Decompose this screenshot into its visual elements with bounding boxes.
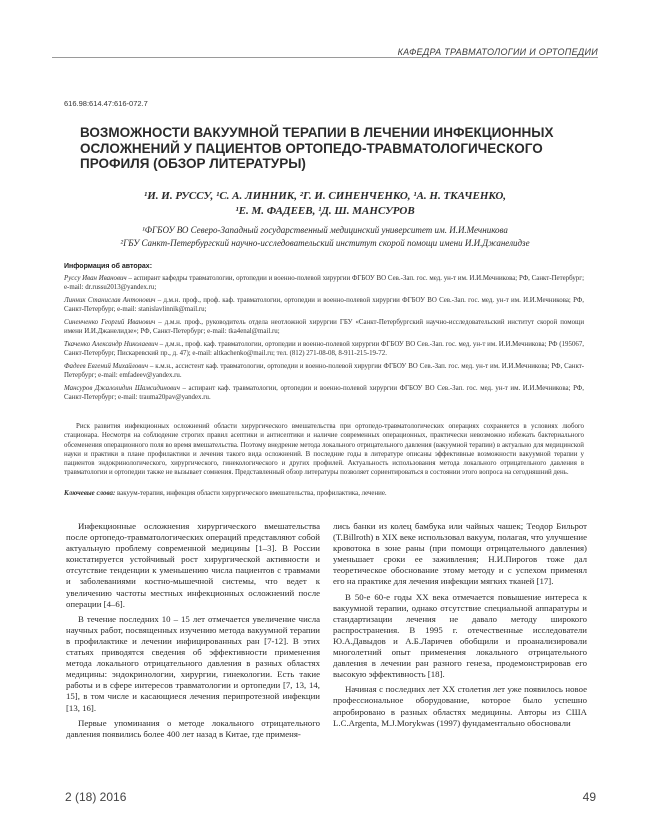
author-info-entry xyxy=(64,274,584,293)
author-info-entry xyxy=(64,318,584,337)
keywords-text: вакуум-терапия, инфекция области хирургического вмешательства, профилактика, лечение. xyxy=(115,490,387,497)
body-paragraph: В течение последних 10 – 15 лет отмечается увеличение числа научных работ, посвященных изучению метода вакуумной терапии в профилактике и лечении инфицированных ран [7-12]. В этих статьях приводятся сведения об эффективности применения метода локального отрицательного давления в разных областях медицины: эндокринологии, хирургии, гинекологии. Есть такие работы и в сфере интересов травматологии и ортопедии [7, 13, 14, 15], в том числе и касающиеся лечения перипротезной инфекции [13, 16]. xyxy=(66,613,320,713)
author-info-heading: Информация об авторах: xyxy=(64,263,153,270)
author-info-entry xyxy=(64,362,584,381)
abstract: Риск развития инфекционных осложнений области хирургического вмешательства при ортопедо-травматологических операциях сохраняется в условиях любого стационара. Несмотря на соблюдение строгих правил асептики и антисептики и наличие современных операционных, практически невозможно избежать бактериального обсеменения операционного поля во время вмешательства. Поэтому внедрение метода локального отрицательного давления (вакуумной терапии) в актуально для медицинской науки и практики в плане профилактики и лечения такого вида осложнений. В последние годы в литературе описаны эффективные возможности вакуумной терапии у пациентов эндокринологического, хирургического, гинекологического и других профилей. Актуальность использования метода локального отрицательного давления в травматологии и ортопедии также не вызывает сомнения. Представленный обзор литературы позволяет сориентироваться в состоянии этого вопроса на сегодняшний день. xyxy=(64,423,584,477)
author-details: – д.м.н. проф., руководитель отдела неотложной хирургии ГБУ «Санкт-Петербургский научно-исследовательский институт скорой помощи имени И.И.Джанелидзе»; РФ, Санкт-Петербург; e-mail: tka4enal@mail.ru; xyxy=(64,318,585,335)
author-info-entry xyxy=(64,384,584,403)
author-name: Ткаченко Александр Николаевич xyxy=(64,340,158,348)
title-line: ВОЗМОЖНОСТИ ВАКУУМНОЙ ТЕРАПИИ В ЛЕЧЕНИИ ИНФЕКЦИОННЫХ xyxy=(80,125,554,140)
running-header xyxy=(0,45,650,59)
author-name: Линник Станислав Антонович xyxy=(64,296,156,304)
title-line: ПРОФИЛЯ (ОБЗОР ЛИТЕРАТУРЫ) xyxy=(80,156,306,171)
udc-code: 616.98:614.47:616-072.7 xyxy=(64,99,148,108)
author-details: – д.м.н. проф., проф. каф. травматологии, ортопедии и военно-полевой хирургии ФГБОУ ВО Сев.-Зап. гос. мед. ун-т им. И.И.Мечникова; РФ, Санкт-Петербург, e-mail: stanislavlinnik@mail.ru; xyxy=(64,296,584,313)
keywords-label: Ключевые слова: xyxy=(64,490,116,497)
author-name: Фадеев Евгений Михайлович xyxy=(64,362,148,370)
affiliations xyxy=(0,224,650,250)
department-label: КАФЕДРА ТРАВМАТОЛОГИИ И ОРТОПЕДИИ xyxy=(394,47,598,57)
body-column-right xyxy=(333,521,587,733)
author-info xyxy=(64,262,584,406)
author-name: Мансуров Джалолидин Шамсидинович xyxy=(64,384,180,392)
author-details: – аспирант кафедры травматологии, ортопедии и военно-полевой хирургии ФГБОУ ВО Сев.-Зап. гос. мед. ун-т им. И.И.Мечникова; РФ, Санкт-Петербург; e-mail: dr.russu2013@yandex.ru; xyxy=(64,274,584,291)
author-name: Руссу Иван Иванович xyxy=(64,274,127,282)
body-column-left xyxy=(66,521,320,744)
author-name: Синенченко Георгий Иванович xyxy=(64,318,156,326)
body-paragraph: В 50-е 60-е годы XX века отмечается повышение интереса к вакуумной терапии, однако отсутствие специальной аппаратуры и стандартизации лечения не давало методу широкого распространения. В 1995 г. отечественные исследователи Ю.А.Давыдов и А.Б.Ларичев обобщили и проанализировали многолетний опыт применения локального отрицательного давления в лечении ран разного генеза, продемонстрировав его высокую эффективность [18]. xyxy=(333,591,587,680)
affiliation-line: ²ГБУ Санкт-Петербургский научно-исследовательский институт скорой помощи имени И.И.Джанелидзе xyxy=(120,238,530,248)
body-paragraph: Инфекционные осложнения хирургического вмешательства после ортопедо-травматологических операций представляют собой актуальную проблему современной медицины [1–3]. В России констатируется устойчивый рост хирургической активности и отсутствие тенденции к уменьшению числа пациентов с травмами и заболеваниями костно-мышечной системы, что ведет к увеличению частоты местных инфекционных осложнений после операции [4–6]. xyxy=(66,521,320,609)
author-info-entry xyxy=(64,340,584,359)
body-paragraph: Начиная с последних лет XX столетия лет уже появилось новое профессиональное оборудование, которое было успешно апробировано в разных областях медицины. Авторы из США L.C.Argenta, M.J.Morykwas (1997) фундаментально обосновали xyxy=(333,684,587,728)
title-line: ОСЛОЖНЕНИЙ У ПАЦИЕНТОВ ОРТОПЕДО-ТРАВМАТОЛОГИЧЕСКОГО xyxy=(80,140,543,156)
author-line: ¹И. И. РУССУ, ¹С. А. ЛИННИК, ²Г. И. СИНЕНЧЕНКО, ¹А. Н. ТКАЧЕНКО, xyxy=(143,190,507,202)
author-info-entry xyxy=(64,296,584,315)
author-list xyxy=(0,189,650,219)
page-number: 49 xyxy=(582,790,596,804)
author-details: – аспирант каф. травматологии, ортопедии и военно-полевой хирургии ФГБОУ ВО Сев.-Зап. гос. мед. ун-т им. И.И.Мечникова; РФ, Санкт-Петербург; e-mail: trauma20pav@yandex.ru. xyxy=(64,384,584,401)
issue-number: 2 (18) 2016 xyxy=(65,790,127,804)
header-rule xyxy=(52,57,598,58)
body-paragraph: Первые упоминания о методе локального отрицательного давления появились более 400 лет назад в Китае, где применя- xyxy=(66,717,320,739)
author-details: – д.м.н., проф. каф. травматологии, ортопедии и военно-полевой хирургии ФГБОУ ВО Сев.-Зап. гос. мед. ун-т им. И.И.Мечникова; РФ (195067, Санкт-Петербург, Пискаревский пр., д. 47); e-mail: altkachenko@mail.ru; тел. (812) 271-08-08, 8-911-215-19-72. xyxy=(64,340,585,357)
affiliation-line: ¹ФГБОУ ВО Северо-Западный государственный медицинский университет им. И.И.Мечникова xyxy=(142,225,508,235)
keywords xyxy=(64,490,584,497)
article-title xyxy=(80,125,580,172)
author-line: ¹Е. М. ФАДЕЕВ, ¹Д. Ш. МАНСУРОВ xyxy=(235,205,415,217)
body-paragraph: лись банки из колец бамбука или чайных чашек; Теодор Бильрот (T.Billroth) в XIX веке использовал вакуум, полагая, что улучшение кровотока в зоне раны (при помощи отрицательного давления) уменьшает сроки ее заживления; Н.И.Пирогов тоже дал теоретическое обоснование этому методу и с успехом применял его на практике для лечения инфекции мягких тканей [17]. xyxy=(333,521,587,587)
author-details: – к.м.н., ассистент каф. травматологии, ортопедии и военно-полевой хирургии ФГБОУ ВО Сев.-Зап. гос. мед. ун-т им. И.И.Мечникова; РФ, Санкт-Петербург; e-mail: emfadeev@yandex.ru. xyxy=(64,362,585,379)
